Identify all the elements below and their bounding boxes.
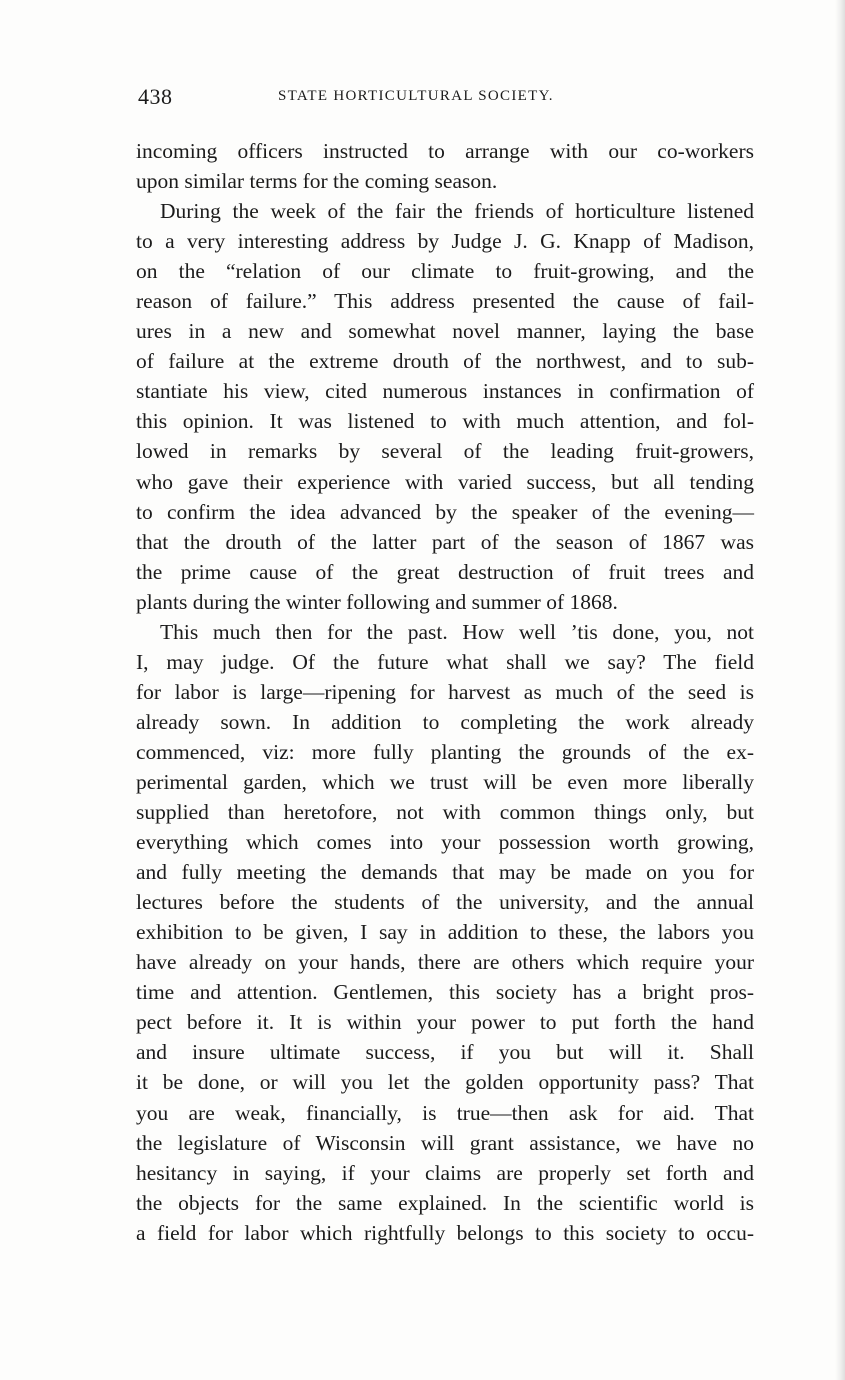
text-line: already sown. In addition to completing the work already [136, 709, 754, 734]
text-line: the prime cause of the great destruction of fruit trees and [136, 559, 754, 584]
text-line: this opinion. It was listened to with much attention, and fol- [136, 409, 754, 434]
text-line: you are weak, financially, is true—then ask for aid. That [136, 1100, 754, 1125]
text-line: who gave their experience with varied success, but all tending [136, 469, 754, 494]
text-line: time and attention. Gentlemen, this society has a bright pros- [136, 980, 754, 1005]
text-line: I, may judge. Of the future what shall we say? The field [136, 649, 754, 674]
text-line: ures in a new and somewhat novel manner, laying the base [136, 319, 754, 344]
page-number: 438 [138, 84, 173, 109]
text-line: a field for labor which rightfully belongs to this society to occu- [136, 1220, 754, 1245]
paragraph-2 [136, 196, 754, 617]
text-line: have already on your hands, there are others which require your [136, 950, 754, 975]
text-line: upon similar terms for the coming season. [136, 169, 498, 194]
paragraph-1 [136, 136, 754, 196]
text-line: the objects for the same explained. In the scientific world is [136, 1190, 754, 1215]
text-line: on the “relation of our climate to fruit-growing, and the [136, 259, 754, 284]
text-line: hesitancy in saying, if your claims are properly set forth and [136, 1160, 754, 1185]
text-line: pect before it. It is within your power to put forth the hand [136, 1010, 754, 1035]
text-line: lectures before the students of the university, and the annual [136, 890, 754, 915]
text-line: and insure ultimate success, if you but will it. Shall [136, 1040, 754, 1065]
text-line: supplied than heretofore, not with common things only, but [136, 800, 754, 825]
text-line: the legislature of Wisconsin will grant assistance, we have no [136, 1130, 754, 1155]
text-line: reason of failure.” This address presented the cause of fail- [136, 289, 754, 314]
text-line: exhibition to be given, I say in addition to these, the labors you [136, 920, 754, 945]
text-line: commenced, viz: more fully planting the grounds of the ex- [136, 739, 754, 764]
text-line: stantiate his view, cited numerous instances in confirmation of [136, 379, 754, 404]
page-header [138, 84, 758, 114]
text-line: everything which comes into your possession worth growing, [136, 830, 754, 855]
text-line: to a very interesting address by Judge J. G. Knapp of Madison, [136, 229, 754, 254]
body-text [136, 136, 754, 1248]
text-line: lowed in remarks by several of the leading fruit-growers, [136, 439, 754, 464]
text-line: of failure at the extreme drouth of the northwest, and to sub- [136, 349, 754, 374]
text-line: and fully meeting the demands that may be made on you for [136, 860, 754, 885]
text-line: incoming officers instructed to arrange with our co-workers [136, 139, 754, 163]
text-line: for labor is large—ripening for harvest as much of the seed is [136, 679, 754, 704]
text-line: to confirm the idea advanced by the speaker of the evening— [136, 499, 754, 524]
text-line: During the week of the fair the friends of horticulture listened [160, 199, 754, 224]
text-line: plants during the winter following and summer of 1868. [136, 589, 618, 614]
text-line: This much then for the past. How well ’tis done, you, not [160, 619, 754, 644]
page-edge-shadow [835, 0, 845, 1380]
text-line: it be done, or will you let the golden opportunity pass? That [136, 1070, 754, 1095]
text-line: that the drouth of the latter part of the season of 1867 was [136, 529, 754, 554]
text-line: perimental garden, which we trust will be even more liberally [136, 769, 754, 794]
paragraph-3 [136, 617, 754, 1248]
running-title: STATE HORTICULTURAL SOCIETY. [278, 88, 554, 104]
